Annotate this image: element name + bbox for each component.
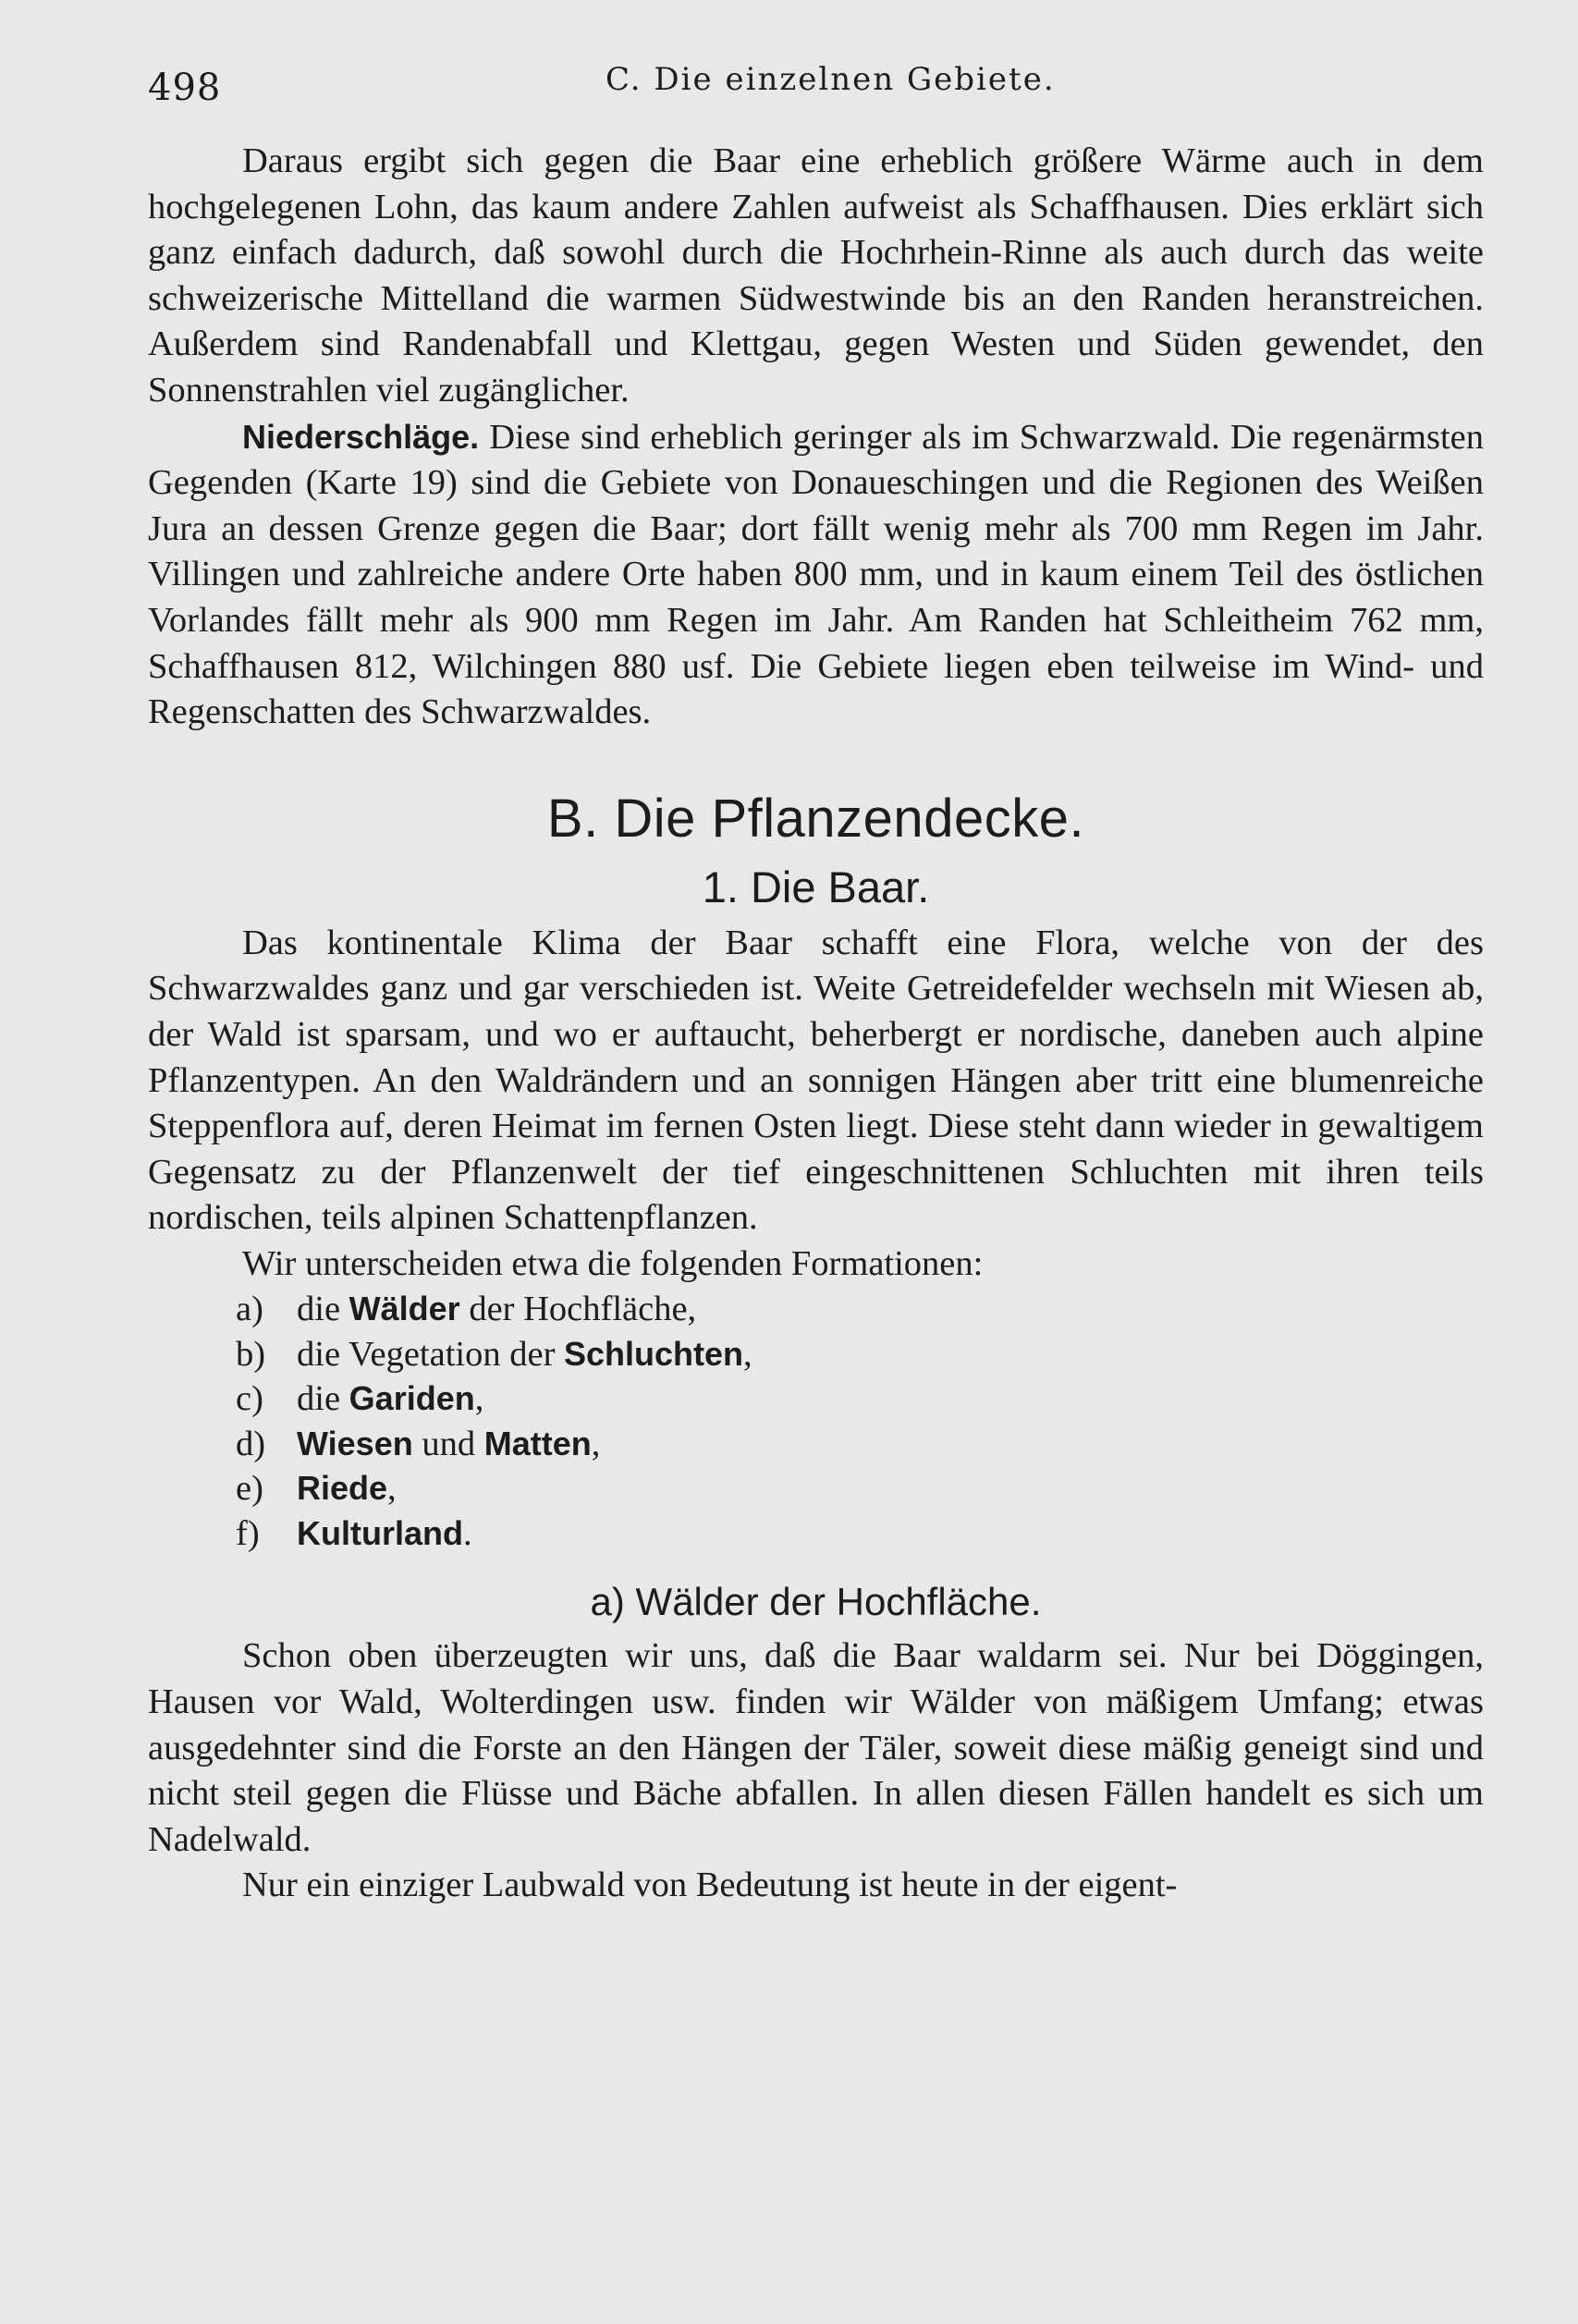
list-item: f) Kulturland. [236,1513,472,1553]
subheading-forests: a) Wälder der Hochfläche. [590,1580,1042,1624]
running-title: C. Die einzelnen Gebiete. [606,61,1056,98]
list-item: c) die Gariden, [236,1379,484,1419]
running-head [148,57,1498,113]
formations-list [148,1287,1484,1556]
list-item: a) die Wälder der Hochfläche, [236,1290,697,1329]
paragraph-flora: Das kontinentale Klima der Baar schafft eine Flora, welche von der des Schwarzwaldes ganz und gar verschieden ist. Weite Getreidefelder wechseln mit Wiesen ab, der Wald ist sparsam, und wo er auftaucht, beherbergt er nordische, daneben auch alpine Pflanzentypen. An den Waldrändern und an sonnigen Hängen aber tritt eine blumenreiche Steppenflora auf, deren Heimat im fernen Osten liegt. Diese steht dann wieder in gewaltigem Gegensatz zu der Pflanzenwelt der tief eingeschnittenen Schluchten mit ihren teils nordischen, teils alpinen Schattenpflanzen. [148,923,1484,1238]
list-item: e) Riede, [236,1469,397,1509]
list-item: b) die Vegetation der Schluchten, [236,1334,752,1374]
paragraph-precipitation [148,414,1484,736]
list-item: d) Wiesen und Matten, [236,1424,601,1463]
paragraph-deciduous: Nur ein einziger Laubwald von Bedeutung ist heute in der eigent- [242,1865,1178,1905]
page-body [148,139,1484,1909]
paragraph-formations-intro: Wir unterscheiden etwa die folgenden Formationen: [242,1243,984,1283]
paragraph-forests: Schon oben überzeugten wir uns, daß die Baar waldarm sei. Nur bei Döggingen, Hausen vor Wald, Wolterdingen usw. finden wir Wälder von mäßigem Umfang; etwas ausgedehnter sind die Forste an den Hängen der Täler, soweit diese mäßig geneigt sind und nicht steil gegen die Flüsse und Bäche abfallen. In allen diesen Fällen handelt es sich um Nadelwald. [148,1636,1484,1859]
run-in-heading: Niederschläge. [242,417,480,456]
paragraph-text: Diese sind erheblich geringer als im Schwarzwald. Die regenärmsten Gegenden (Karte 19) sind die Gebiete von Donaueschingen und die Regionen des Weißen Jura an dessen Grenze gegen die Baar; dort fällt wenig mehr als 700 mm Regen im Jahr. Villingen und zahlreiche andere Orte haben 800 mm, und in kaum einem Teil des östlichen Vorlandes fällt mehr als 900 mm Regen im Jahr. Am Randen hat Schleitheim 762 mm, Schaffhausen 812, Wilchingen 880 usf. Die Gebiete liegen eben teilweise im Wind- und Regenschatten des Schwarzwaldes. [148,417,1484,732]
paragraph-warmth: Daraus ergibt sich gegen die Baar eine erheblich größere Wärme auch in dem hochgelegenen Lohn, das kaum andere Zahlen aufweist als Schaffhausen. Dies erklärt sich ganz einfach dadurch, daß sowohl durch die Hochrhein-Rinne als auch durch das weite schweizerische Mittelland die warmen Südwestwinde bis an den Randen heranstreichen. Außerdem sind Randenabfall und Klettgau, gegen Westen und Süden gewendet, den Sonnenstrahlen viel zugänglicher. [148,141,1484,410]
subsection-heading: 1. Die Baar. [702,862,930,911]
page-number: 498 [148,67,222,109]
section-heading: B. Die Pflanzendecke. [546,788,1085,849]
